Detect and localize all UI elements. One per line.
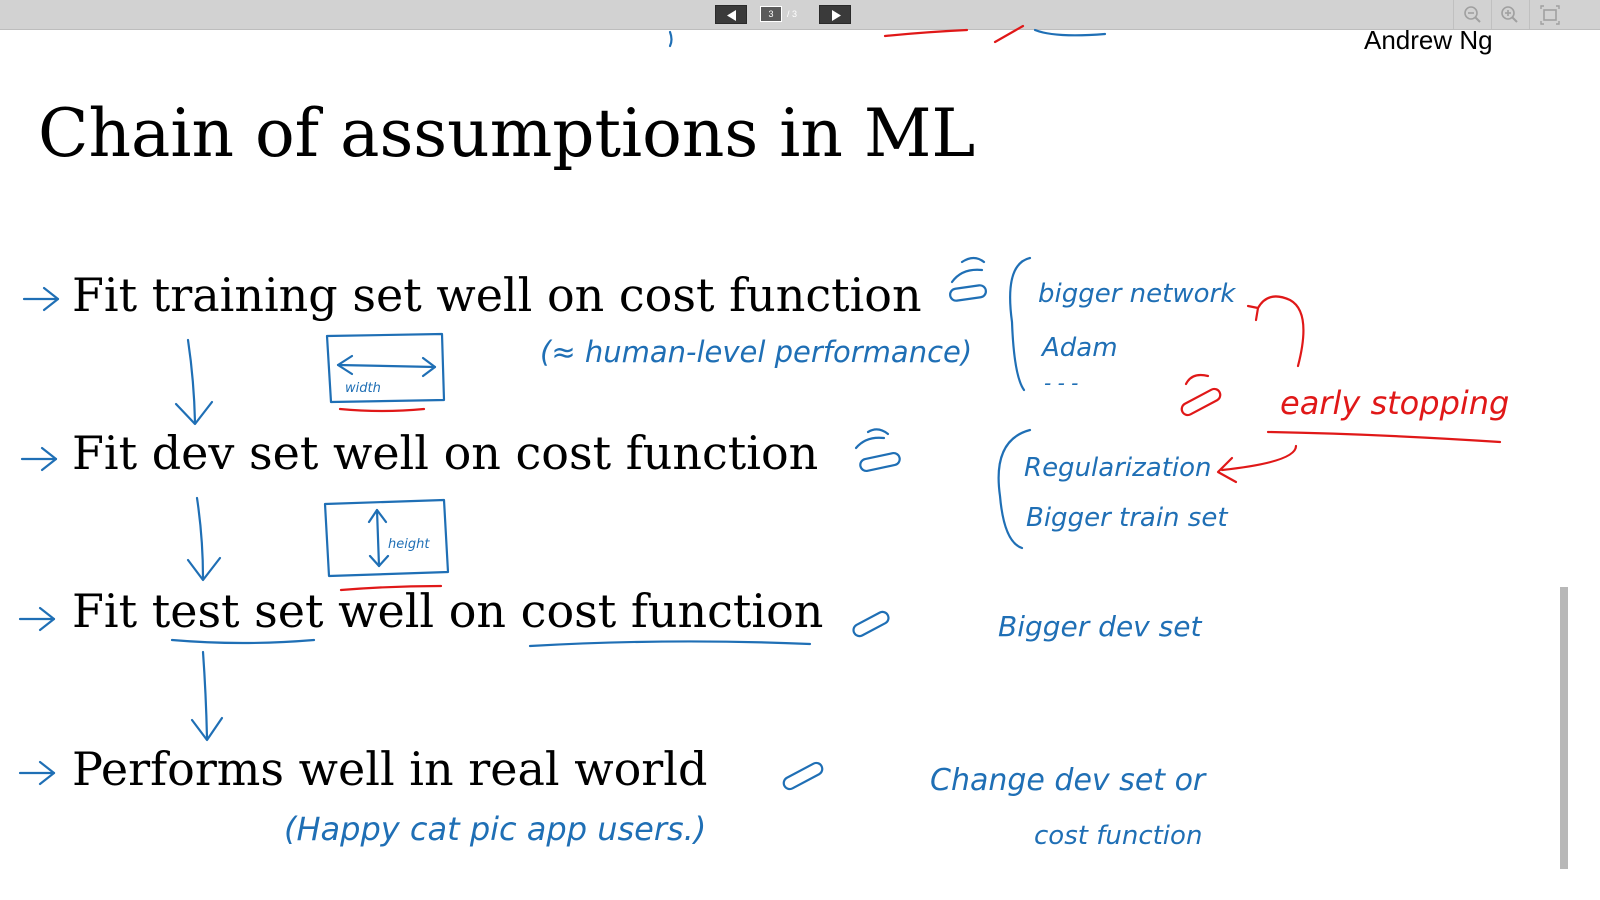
knob-icon	[851, 610, 890, 638]
knob-icon	[782, 761, 825, 791]
knob-icon-red	[1180, 375, 1223, 417]
underline-test-set	[172, 640, 314, 643]
knob-ellipsis: - - -	[1044, 371, 1079, 395]
author-name: Andrew Ng	[1364, 25, 1493, 55]
knob-change-cost-function: cost function	[1034, 821, 1203, 851]
slide-title: Chain of assumptions in ML	[38, 95, 976, 172]
bullet-real-world: Performs well in real world	[72, 742, 708, 796]
width-label: width	[345, 381, 381, 396]
knob-bigger-train-set: Bigger train set	[1026, 503, 1228, 533]
knob-change-dev-set: Change dev set or	[930, 763, 1206, 798]
knob-adam: Adam	[1042, 333, 1118, 363]
bullet-fit-test: Fit test set well on cost function	[72, 584, 824, 638]
stray-ink-mark	[1035, 30, 1105, 35]
knob-regularization: Regularization	[1024, 453, 1212, 483]
height-label: height	[388, 537, 430, 552]
bullet-fit-dev: Fit dev set well on cost function	[72, 426, 819, 480]
down-arrow-icon	[188, 498, 220, 580]
stray-red-mark	[995, 26, 1023, 42]
stray-ink-mark	[670, 32, 672, 46]
width-underline-red	[340, 409, 424, 411]
knob-bigger-network: bigger network	[1038, 279, 1236, 309]
knob-bigger-dev-set: Bigger dev set	[998, 610, 1202, 643]
real-world-note: (Happy cat pic app users.)	[284, 810, 707, 848]
height-knob-box	[325, 500, 448, 576]
height-underline-red	[341, 586, 441, 590]
page-total: / 3	[787, 9, 798, 19]
red-arrowhead	[1248, 306, 1258, 320]
arrow-icon	[22, 448, 56, 470]
bracket-train-knobs	[1010, 258, 1030, 390]
down-arrow-icon	[192, 652, 222, 740]
early-stopping-label: early stopping	[1280, 384, 1510, 422]
bullet-fit-training: Fit training set well on cost function	[72, 268, 922, 322]
knob-icon	[949, 258, 986, 301]
underline-cost-function	[530, 641, 810, 646]
stray-red-mark	[885, 30, 967, 36]
red-arrow-curve	[1258, 296, 1303, 366]
down-arrow-icon	[176, 340, 212, 424]
human-level-note: (≈ human-level performance)	[540, 335, 973, 369]
knob-icon	[856, 429, 901, 472]
arrow-icon	[24, 288, 58, 310]
arrow-icon	[20, 608, 54, 630]
early-stopping-underline	[1268, 432, 1500, 442]
page-number-input[interactable]: 3	[760, 6, 782, 22]
arrow-icon	[20, 762, 54, 784]
